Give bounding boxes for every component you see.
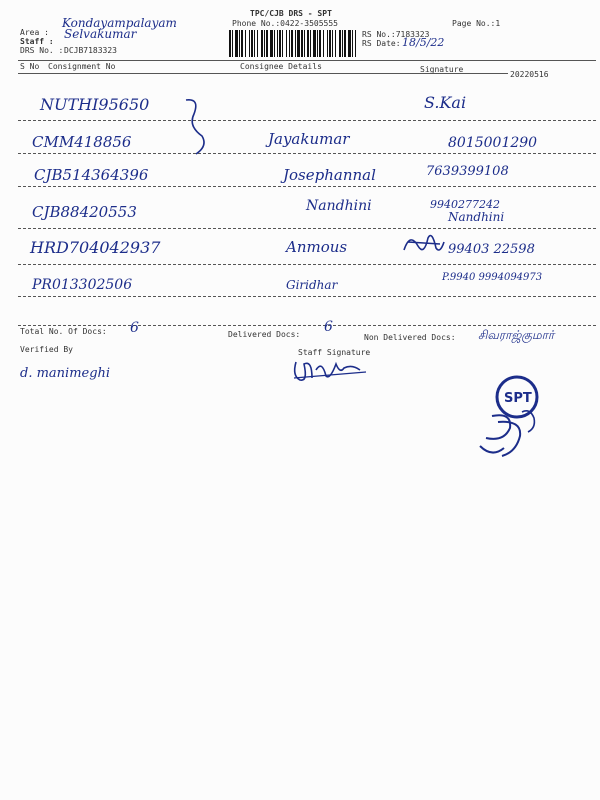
barcode-bar: [327, 30, 328, 57]
barcode-image: [229, 30, 356, 57]
verified-by-signature: d. manimeghi: [20, 366, 111, 381]
page-number: Page No.:1: [452, 19, 501, 28]
barcode-bar: [229, 30, 231, 57]
row-1-signature: S.Kai: [424, 93, 467, 112]
barcode-bar: [289, 30, 290, 57]
row-6-signature: P.9940 9994094973: [442, 272, 543, 283]
barcode-bar: [332, 30, 333, 57]
barcode-bar: [344, 30, 346, 57]
barcode-bar: [339, 30, 341, 57]
barcode-bar: [249, 30, 250, 57]
barcode-bar: [301, 30, 303, 57]
rs-date-value: 18/5/22: [402, 36, 445, 49]
barcode-bar: [241, 30, 243, 57]
barcode-bar: [257, 30, 258, 57]
barcode-bar: [286, 30, 287, 57]
barcode-bar: [355, 30, 356, 57]
footer-rule: [18, 325, 596, 326]
barcode-bar: [232, 30, 233, 57]
rs-date-label: RS Date:: [362, 39, 401, 48]
row-5-signature-scribble: [400, 228, 446, 258]
barcode-bar: [304, 30, 305, 57]
drs-label: DRS No. :: [20, 46, 64, 55]
rs-number: RS No.:7183323: [362, 30, 430, 39]
verified-by-label: Verified By: [20, 345, 73, 354]
drs-value: DCJB7183323: [64, 46, 117, 55]
row-3-consignment: CJB514364396: [34, 166, 149, 184]
non-delivered-docs-value: சிவராஜ்குமார்: [478, 328, 555, 342]
total-docs-label: Total No. Of Docs:: [20, 327, 107, 336]
staff-value: Selvakumar: [64, 27, 137, 41]
barcode-bar: [329, 30, 331, 57]
row-4-consignment: CJB88420553: [32, 203, 137, 221]
barcode-bar: [348, 30, 351, 57]
barcode-bar: [307, 30, 309, 57]
column-consignment: Consignment No: [48, 62, 116, 71]
barcode-bar: [239, 30, 240, 57]
staff-label: Staff :: [20, 37, 54, 46]
row-5-signature: 99403 22598: [448, 242, 535, 257]
barcode-bar: [323, 30, 324, 57]
barcode-bar: [297, 30, 300, 57]
row-1-consignment: NUTHI95650: [40, 95, 150, 114]
barcode-bar: [279, 30, 281, 57]
row-3-consignee: Josephannal: [283, 166, 376, 184]
header-rule-bottom: [18, 73, 508, 74]
non-delivered-docs-label: Non Delivered Docs:: [364, 333, 456, 342]
total-docs-value: 6: [130, 320, 139, 336]
area-value: Kondayampalayam: [62, 16, 177, 30]
bracket-mark: [182, 96, 212, 160]
area-label: Area :: [20, 28, 49, 37]
row-3-signature: 7639399108: [426, 164, 509, 179]
barcode-bar: [342, 30, 343, 57]
column-consignee: Consignee Details: [240, 62, 322, 71]
barcode-bar: [295, 30, 296, 57]
delivered-docs-label: Delivered Docs:: [228, 330, 301, 339]
row-6-separator: [18, 296, 596, 297]
row-5-consignee: Anmous: [286, 238, 348, 256]
row-4-signature-name: Nandhini: [448, 210, 505, 224]
barcode-bar: [352, 30, 353, 57]
barcode-bar: [277, 30, 278, 57]
date-code: 20220516: [510, 70, 549, 79]
staff-signature-scribble: [290, 356, 370, 386]
row-3-separator: [18, 186, 596, 187]
row-4-signature: 9940277242: [430, 198, 500, 211]
phone-number: Phone No.:0422-3505555: [232, 19, 338, 28]
row-5-separator: [18, 264, 596, 265]
row-2-consignee: Jayakumar: [268, 130, 350, 148]
column-sno: S No: [20, 62, 40, 71]
barcode-bar: [319, 30, 321, 57]
barcode-bar: [335, 30, 336, 57]
stamp-text: SPT: [504, 391, 532, 406]
barcode-bar: [251, 30, 253, 57]
row-5-consignment: HRD704042937: [30, 238, 161, 257]
barcode-bar: [254, 30, 255, 57]
row-4-separator: [18, 228, 596, 229]
staff-signature-label: Staff Signature: [298, 348, 371, 357]
barcode-bar: [313, 30, 316, 57]
barcode-bar: [291, 30, 293, 57]
row-6-consignee: Giridhar: [286, 278, 338, 292]
row-2-signature: 8015001290: [448, 135, 538, 151]
row-1-separator: [18, 120, 596, 121]
barcode-bar: [310, 30, 311, 57]
header-rule-top: [18, 60, 596, 61]
delivered-docs-value: 6: [324, 319, 333, 335]
spt-stamp: [462, 372, 562, 472]
column-signature: Signature: [420, 65, 464, 74]
barcode-bar: [264, 30, 265, 57]
row-2-consignment: CMM418856: [32, 133, 132, 151]
barcode-bar: [245, 30, 246, 57]
barcode-bar: [274, 30, 275, 57]
row-4-consignee: Nandhini: [306, 198, 372, 214]
document-title: TPC/CJB DRS - SPT: [250, 9, 332, 18]
barcode-bar: [317, 30, 318, 57]
barcode-bar: [261, 30, 263, 57]
barcode-bar: [235, 30, 238, 57]
barcode-bar: [266, 30, 268, 57]
barcode-bar: [270, 30, 273, 57]
row-2-separator: [18, 153, 596, 154]
barcode-bar: [282, 30, 283, 57]
row-6-consignment: PR013302506: [32, 277, 133, 293]
